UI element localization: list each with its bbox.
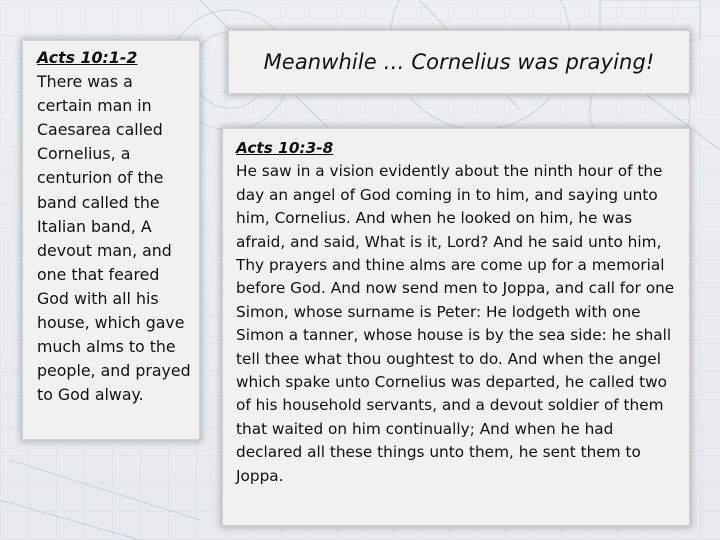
left-scripture-text: There was a certain man in Caesarea called Cornelius, a centurion of the band called the Italian band, A devout man, and one that feared God with all his house, which gave much alms to the people, and prayed to God alway. [37,72,191,405]
right-scripture-reference: Acts 10:3-8 [236,139,334,157]
right-scripture-box [222,128,690,526]
left-scripture-box [22,40,200,440]
left-scripture-reference: Acts 10:1-2 [37,48,138,67]
right-scripture-text: He saw in a vision evidently about the ninth hour of the day an angel of God coming in to him, and saying unto him, Cornelius. And when he looked on him, he was afraid, and said, What is it, Lord? And he said unto him, Thy prayers and thine alms are come up for a memorial before God. And now send men to Joppa, and call for one Simon, whose surname is Peter: He lodgeth with one Simon a tanner, whose house is by the sea side: he shall tell thee what thou oughtest to do. And when the angel which spake unto Cornelius was departed, he called two of his household servants, and a devout soldier of them that waited on him continually; And when he had declared all these things unto them, he sent them to Joppa. [236,162,675,485]
slide-title: Meanwhile … Cornelius was praying! [263,50,655,74]
title-box [228,30,690,94]
